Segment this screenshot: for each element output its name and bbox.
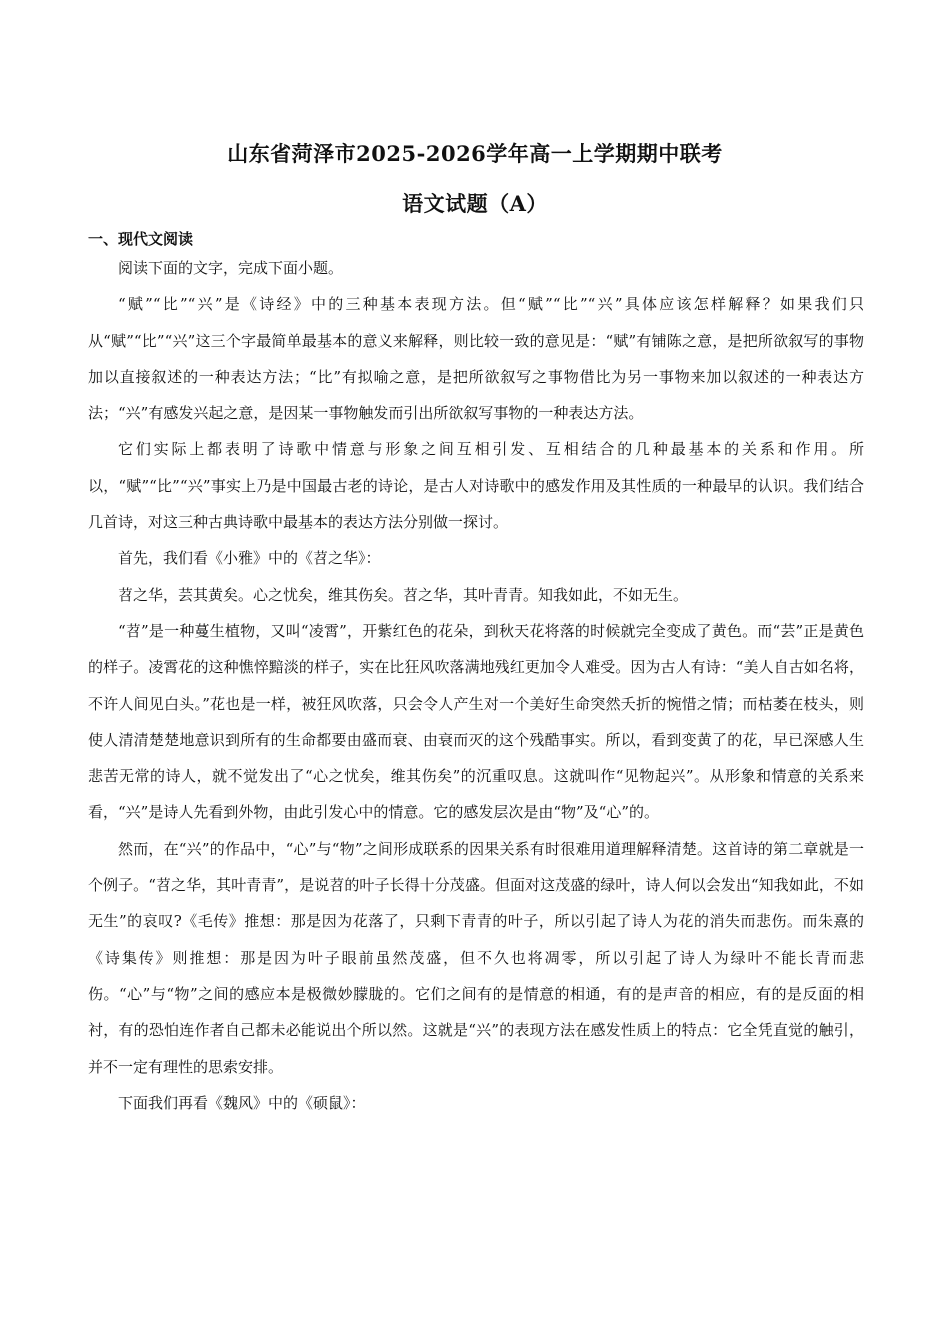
document-subtitle: 语文试题（A）: [402, 191, 548, 216]
paragraph: 然而，在“兴”的作品中，“心”与“物”之间形成联系的因果关系有时很难用道理解释清楚。这首诗的第二章就是一个例子。“苕之华，其叶青青”，是说苕的叶子长得十分茂盛。但面对这茂盛的绿叶，诗人何以会发出“知我如此，不如无生”的哀叹?《毛传》推想：那是因为花落了，只剩下青青的叶子，所以引起了诗人为花的消失而悲伤。而朱熹的《诗集传》则推想：那是因为叶子眼前虽然茂盛，但不久也将凋零，所以引起了诗人为绿叶不能长青而悲伤。“心”与“物”之间的感应本是极微妙朦胧的。它们之间有的是情意的相通，有的是声音的相应，有的是反面的相衬，有的恐怕连作者自己都未必能说出个所以然。这就是“兴”的表现方法在感发性质上的特点：它全凭直觉的触引，并不一定有理性的思索安排。: [88, 839, 864, 1076]
paragraph: 它们实际上都表明了诗歌中情意与形象之间互相引发、互相结合的几种最基本的关系和作用。所以，“赋”“比”“兴”事实上乃是中国最古老的诗论，是古人对诗歌中的感发作用及其性质的一种最早的认识。我们结合几首诗，对这三种古典诗歌中最基本的表达方法分别做一探讨。: [88, 440, 864, 532]
section-heading: 一、现代文阅读: [88, 230, 194, 248]
paragraph: 首先，我们看《小雅》中的《苕之华》：: [118, 549, 381, 568]
reading-passage: [88, 250, 864, 1121]
paragraph: “赋”“比”“兴”是《诗经》中的三种基本表现方法。但“赋”“比”“兴”具体应该怎样解释？如果我们只从“赋”“比”“兴”这三个字最简单最基本的意义来解释，则比较一致的意见是：“赋”有铺陈之意，是把所欲叙写的事物加以直接叙述的一种表达方法；“比”有拟喻之意，是把所欲叙写之事物借比为另一事物来加以叙述的一种表达方法；“兴”有感发兴起之意，是因某一事物触发而引出所欲叙写事物的一种表达方法。: [88, 295, 864, 423]
paragraph: 苕之华，芸其黄矣。心之忧矣，维其伤矣。苕之华，其叶青青。知我如此，不如无生。: [118, 585, 689, 604]
paragraph: 阅读下面的文字，完成下面小题。: [118, 259, 344, 277]
paragraph: 下面我们再看《魏风》中的《硕鼠》：: [118, 1093, 366, 1112]
paragraph: “苕”是一种蔓生植物，又叫“凌霄”，开紫红色的花朵，到秋天花将落的时候就完全变成了黄色。而“芸”正是黄色的样子。凌霄花的这种憔悴黯淡的样子，实在比狂风吹落满地残红更加令人难受。因为古人有诗：“美人自古如名将，不许人间见白头。”花也是一样，被狂风吹落，只会令人产生对一个美好生命突然夭折的惋惜之情；而枯萎在枝头，则使人清清楚楚地意识到所有的生命都要由盛而衰、由衰而灭的这个残酷事实。所以，看到变黄了的花，早已深感人生悲苦无常的诗人，就不觉发出了“心之忧矣，维其伤矣”的沉重叹息。这就叫作“见物起兴”。从形象和情意的关系来看，“兴”是诗人先看到外物，由此引发心中的情意。它的感发层次是由“物”及“心”的。: [88, 621, 864, 822]
document-title: 山东省菏泽市2025-2026学年高一上学期期中联考: [227, 141, 723, 166]
